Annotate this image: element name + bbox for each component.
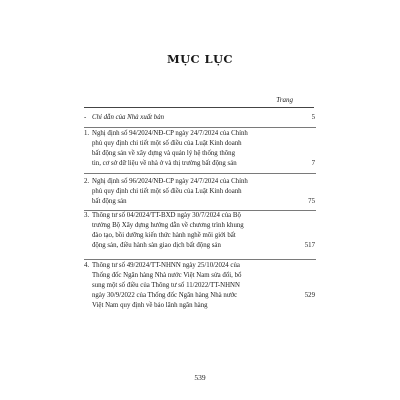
entry-page-number: 7	[311, 159, 315, 167]
entry-marker: 3.	[84, 212, 90, 219]
entry-page-number: 5	[311, 114, 315, 121]
entry-title-line: đào tạo, bồi dưỡng kiến thức hành nghề môi giới bất	[92, 231, 236, 239]
entry-page-number: 517	[304, 241, 315, 249]
entry-title	[92, 177, 292, 207]
entry-title-line: Thông tư số 49/2024/TT-NHNN ngày 25/10/2024 của	[92, 262, 240, 269]
entry-title-line: Nghị định số 96/2024/NĐ-CP ngày 24/7/2024 của Chính	[92, 178, 248, 185]
entry-title-line: Nghị định số 94/2024/NĐ-CP ngày 24/7/2024 của Chính	[92, 130, 248, 137]
toc-entry-4[interactable]	[84, 261, 316, 311]
entry-title	[92, 129, 292, 169]
entry-marker: 1.	[84, 130, 90, 137]
toc-entry-introduction[interactable]	[84, 113, 316, 123]
entry-page-number: 529	[304, 291, 315, 299]
entry-title-line: Chỉ dẫn của Nhà xuất bản	[92, 114, 165, 121]
entry-title-line: tin, cơ sở dữ liệu về nhà ở và thị trường bất động sản	[92, 159, 237, 167]
entry-marker: 2.	[84, 178, 90, 185]
entry-title-line: Thông tư số 04/2024/TT-BXD ngày 30/7/2024 của Bộ	[92, 212, 241, 219]
entry-divider	[84, 173, 316, 174]
entry-divider	[84, 127, 316, 128]
entry-title-line: động sản, điều hành sàn giao dịch bất động sản	[92, 241, 221, 249]
entry-title	[92, 211, 292, 251]
entry-page-number: 75	[308, 197, 315, 205]
entry-title	[92, 261, 292, 311]
page-title: MỤC LỤC	[167, 52, 233, 66]
toc-entry-2[interactable]	[84, 177, 316, 207]
entry-title	[92, 113, 292, 123]
entry-title-line: Việt Nam quy định về bảo lãnh ngân hàng	[92, 301, 208, 309]
entry-title-line: phủ quy định chi tiết một số điều của Luật Kinh doanh	[92, 139, 242, 147]
entry-marker: 4.	[84, 262, 90, 269]
header-divider	[84, 107, 314, 108]
entry-title-line: phủ quy định chi tiết một số điều của Luật Kinh doanh	[92, 187, 242, 195]
entry-title-line: Thống đốc Ngân hàng Nhà nước Việt Nam sửa đổi, bổ	[92, 271, 242, 279]
toc-entry-3[interactable]	[84, 211, 316, 251]
entry-title-line: bất động sản về xây dựng và quản lý hệ thống thông	[92, 149, 236, 157]
entry-divider	[84, 259, 316, 260]
page-footer-number: 539	[194, 373, 206, 382]
entry-title-line: ngày 30/9/2022 của Thống đốc Ngân hàng Nhà nước	[92, 291, 238, 299]
entry-title-line: sung một số điều của Thông tư số 11/2022/TT-NHNN	[92, 281, 240, 289]
entry-title-line: bất động sản	[92, 197, 127, 205]
page-column-header: Trang	[276, 96, 293, 104]
toc-entry-1[interactable]	[84, 129, 316, 169]
entry-marker: -	[84, 114, 87, 121]
entry-title-line: trưởng Bộ Xây dựng hướng dẫn về chương trình khung	[92, 221, 244, 229]
